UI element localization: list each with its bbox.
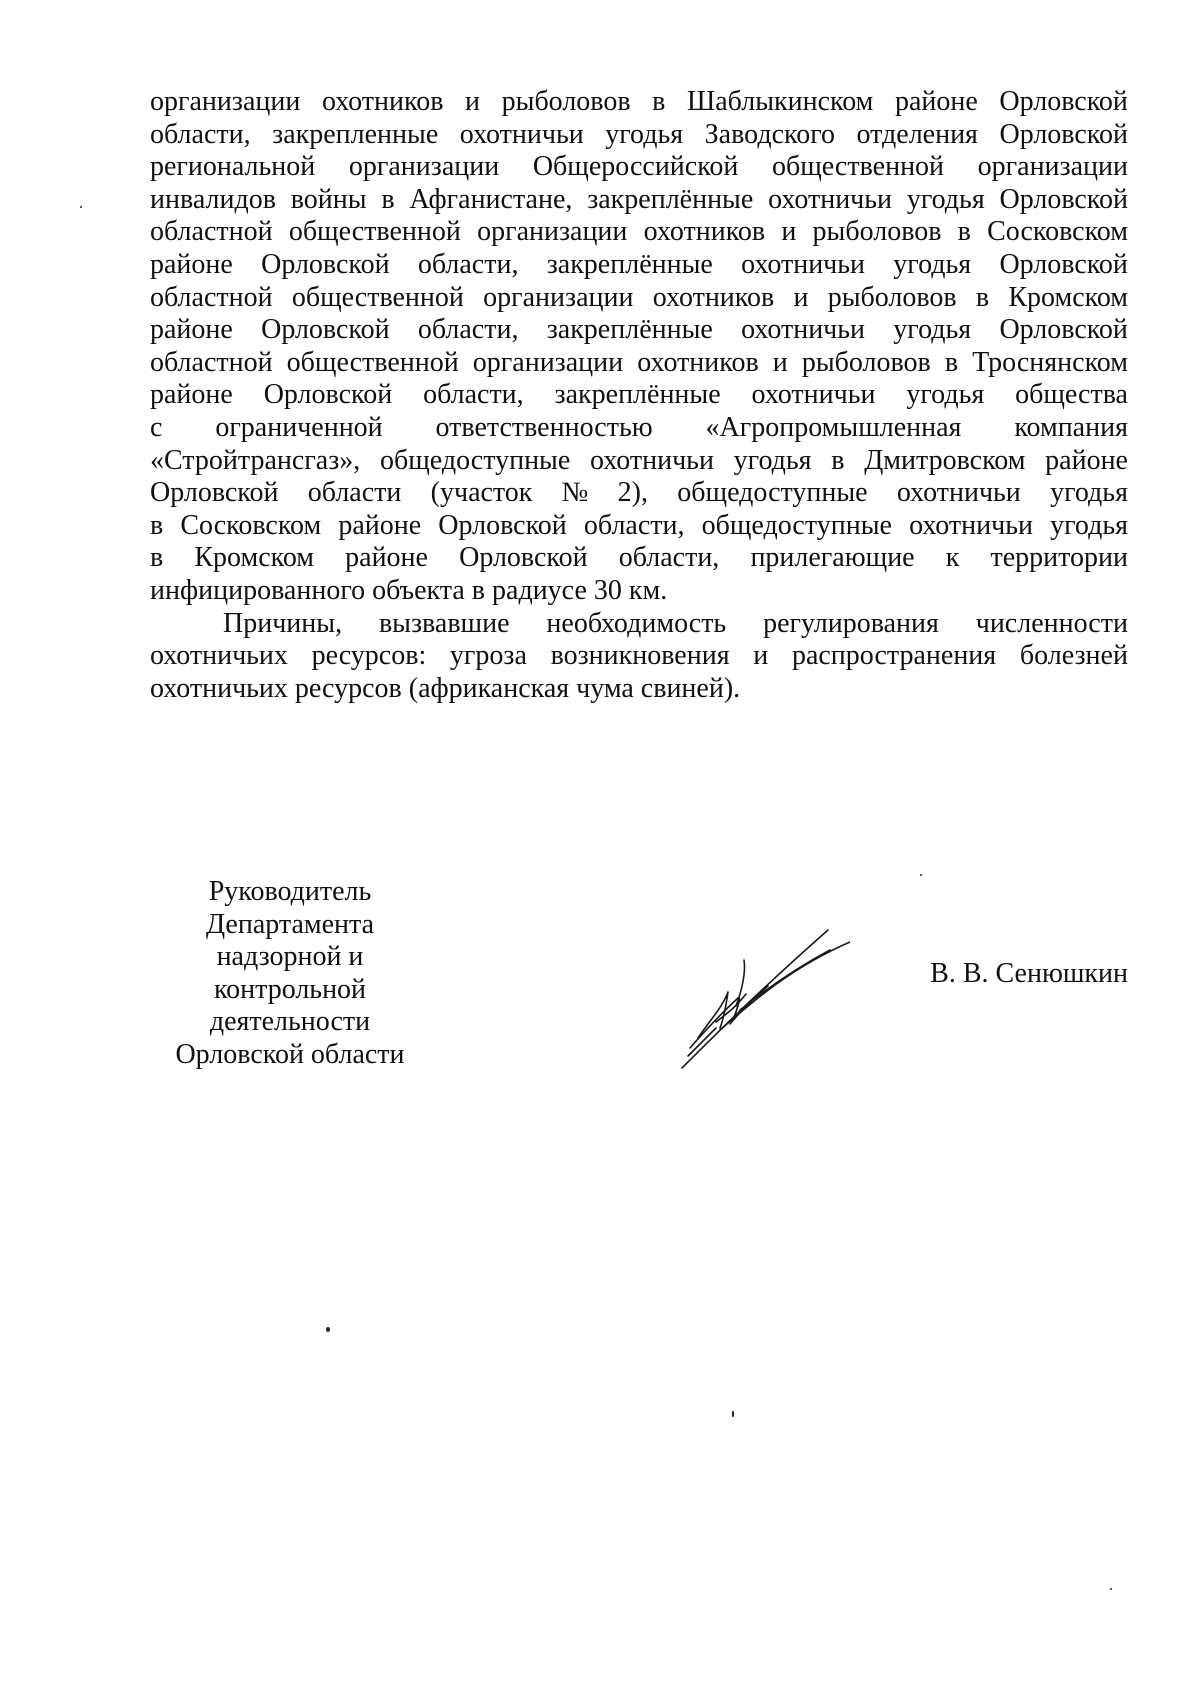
word: ограниченной — [215, 411, 383, 443]
position-line: деятельности — [209, 1006, 371, 1038]
word: общественной — [286, 346, 459, 378]
word: рыболовов — [827, 281, 957, 313]
word: компания — [1014, 411, 1128, 443]
text-line — [150, 314, 1128, 347]
word: охотников — [652, 281, 775, 313]
word: необходимость — [546, 607, 727, 639]
word: общественной — [772, 151, 945, 183]
word: районе — [345, 542, 428, 574]
word: области, — [583, 509, 685, 541]
word: закрепленные — [272, 118, 439, 150]
word: Орловской — [459, 542, 588, 574]
word: охотничьи — [741, 248, 866, 280]
paragraph-2-last-line: охотничьих ресурсов (африканская чума свиней). — [150, 672, 741, 704]
word: в — [381, 183, 395, 215]
word: прилегающие — [750, 542, 915, 574]
word: закреплённые — [587, 183, 754, 215]
word: области, — [423, 379, 524, 411]
word: организации — [348, 151, 500, 183]
word: и — [793, 281, 809, 313]
signatory-position — [150, 876, 430, 1072]
word: области, — [150, 118, 251, 150]
word: областной — [150, 216, 273, 248]
word: в — [652, 86, 666, 117]
text-line — [150, 510, 1128, 543]
word: организации — [977, 151, 1128, 183]
word: охотничьи — [896, 477, 1021, 509]
word: Орловской — [150, 477, 279, 509]
word: области, — [618, 542, 720, 574]
word: охотничьи — [909, 509, 1033, 541]
word: рыболовов — [812, 216, 942, 248]
word: охотничьи — [741, 314, 866, 346]
word: охотничьи — [768, 183, 893, 215]
word: общественной — [291, 281, 464, 313]
word: районе — [150, 379, 233, 411]
word: районе — [1045, 444, 1128, 476]
word: Афганистане, — [409, 183, 573, 215]
word: закреплённые — [554, 379, 721, 411]
position-line: контрольной — [213, 973, 367, 1005]
word: к — [945, 542, 960, 574]
word: в — [150, 542, 164, 574]
word: Кромском — [194, 542, 315, 574]
text-line — [150, 445, 1128, 478]
word: охотничьих — [150, 640, 288, 672]
text-line — [150, 184, 1128, 217]
word: охотничьи — [751, 379, 876, 411]
word: областной — [150, 346, 273, 378]
word: и — [772, 346, 788, 378]
position-line: Орловской области — [175, 1038, 405, 1070]
word: Шаблыкинском — [687, 86, 874, 117]
scan-speck — [80, 206, 82, 208]
word: Орловской — [999, 314, 1128, 346]
word: угодья — [906, 183, 985, 215]
word: организации — [483, 281, 634, 313]
word: Орловской — [261, 248, 390, 280]
word: и — [753, 640, 769, 672]
word: № — [561, 477, 589, 509]
word: угодья — [893, 248, 972, 280]
word: Причины, — [223, 607, 343, 639]
word: Сосковском — [987, 216, 1128, 248]
word: и — [781, 216, 797, 248]
text-line — [150, 640, 1128, 673]
scan-speck — [326, 1327, 330, 1332]
word: охотничьи — [459, 118, 584, 150]
word: возникновения — [550, 640, 730, 672]
text-line — [150, 249, 1128, 282]
text-line — [150, 412, 1128, 445]
word: Орловской — [263, 379, 393, 411]
word: и — [465, 86, 481, 117]
scan-speck — [920, 874, 922, 876]
word: 2), — [617, 477, 648, 509]
text-line — [150, 477, 1128, 510]
word: Троснянском — [972, 346, 1128, 378]
paragraph-1 — [150, 86, 1128, 575]
word: «Стройтрансгаз», — [150, 444, 361, 476]
text-line — [150, 282, 1128, 315]
word: районе — [150, 314, 233, 346]
word: ресурсов: — [311, 640, 427, 672]
text-line — [150, 151, 1128, 184]
word: «Агропромышленная — [705, 411, 962, 443]
word: распространения — [791, 640, 997, 672]
word: Кромском — [1008, 281, 1128, 313]
word: ответственностью — [435, 411, 653, 443]
text-line — [150, 379, 1128, 412]
word: в — [957, 216, 971, 248]
word: охотников — [643, 216, 766, 248]
word: районе — [894, 86, 978, 117]
word: Орловской — [999, 118, 1128, 150]
word: (участок — [430, 477, 533, 509]
word: с — [150, 411, 163, 443]
paragraph-2 — [150, 608, 1128, 673]
word: рыболовов — [501, 86, 631, 117]
text-line — [150, 542, 1128, 575]
paragraph-1-last-line: инфицированного объекта в радиусе 30 км. — [150, 574, 668, 606]
word: охотников — [321, 86, 444, 117]
word: инвалидов — [150, 183, 276, 215]
word: общественной — [288, 216, 461, 248]
word: болезней — [1019, 640, 1128, 672]
text-line — [150, 608, 1128, 641]
word: вызвавшие — [378, 607, 510, 639]
scan-speck — [732, 1411, 734, 1417]
word: области, — [417, 314, 519, 346]
body-text — [150, 86, 1128, 705]
word: Общероссийской — [532, 151, 739, 183]
word: угодья — [893, 314, 972, 346]
word: области — [307, 477, 402, 509]
word: районе — [338, 509, 422, 541]
word: численности — [975, 607, 1128, 639]
word: организации — [150, 86, 301, 117]
word: организации — [472, 346, 624, 378]
word: организации — [477, 216, 628, 248]
word: Сосковском — [180, 509, 322, 541]
word: в — [831, 444, 845, 476]
word: Орловской — [438, 509, 567, 541]
word: угодья — [733, 444, 812, 476]
word: угодья — [1050, 477, 1128, 509]
word: закреплённые — [546, 314, 713, 346]
word: области, — [417, 248, 519, 280]
text-line — [150, 216, 1128, 249]
handwritten-signature — [680, 920, 850, 1070]
position-line: Департамента — [205, 908, 375, 940]
word: в — [150, 509, 164, 541]
word: угодья — [605, 118, 684, 150]
word: охотничьи — [590, 444, 714, 476]
word: в — [944, 346, 959, 378]
word: в — [975, 281, 990, 313]
signatory-name: В. В. Сенюшкин — [930, 958, 1128, 989]
word: Дмитровском — [864, 444, 1026, 476]
word: угроза — [449, 640, 527, 672]
text-line — [150, 86, 1128, 119]
position-line: Руководитель — [208, 876, 372, 907]
word: отделения — [856, 118, 978, 150]
word: Заводского — [704, 118, 835, 150]
word: угодья — [1050, 509, 1128, 541]
word: рыболовов — [801, 346, 931, 378]
word: районе — [150, 248, 233, 280]
word: общедоступные — [379, 444, 571, 476]
word: Орловской — [999, 183, 1128, 215]
text-line — [150, 347, 1128, 380]
word: общедоступные — [677, 477, 868, 509]
word: территории — [990, 542, 1128, 574]
position-line: надзорной и — [216, 941, 364, 973]
word: общедоступные — [701, 509, 892, 541]
word: угодья — [906, 379, 985, 411]
word: регулирования — [763, 607, 939, 639]
scan-speck — [1110, 1588, 1112, 1590]
word: охотников — [637, 346, 759, 378]
word: войны — [290, 183, 367, 215]
text-line — [150, 119, 1128, 152]
word: региональной — [150, 151, 316, 183]
word: общества — [1015, 379, 1128, 411]
word: Орловской — [999, 248, 1128, 280]
word: Орловской — [999, 86, 1128, 117]
word: Орловской — [261, 314, 390, 346]
word: областной — [150, 281, 273, 313]
word: закреплённые — [546, 248, 713, 280]
